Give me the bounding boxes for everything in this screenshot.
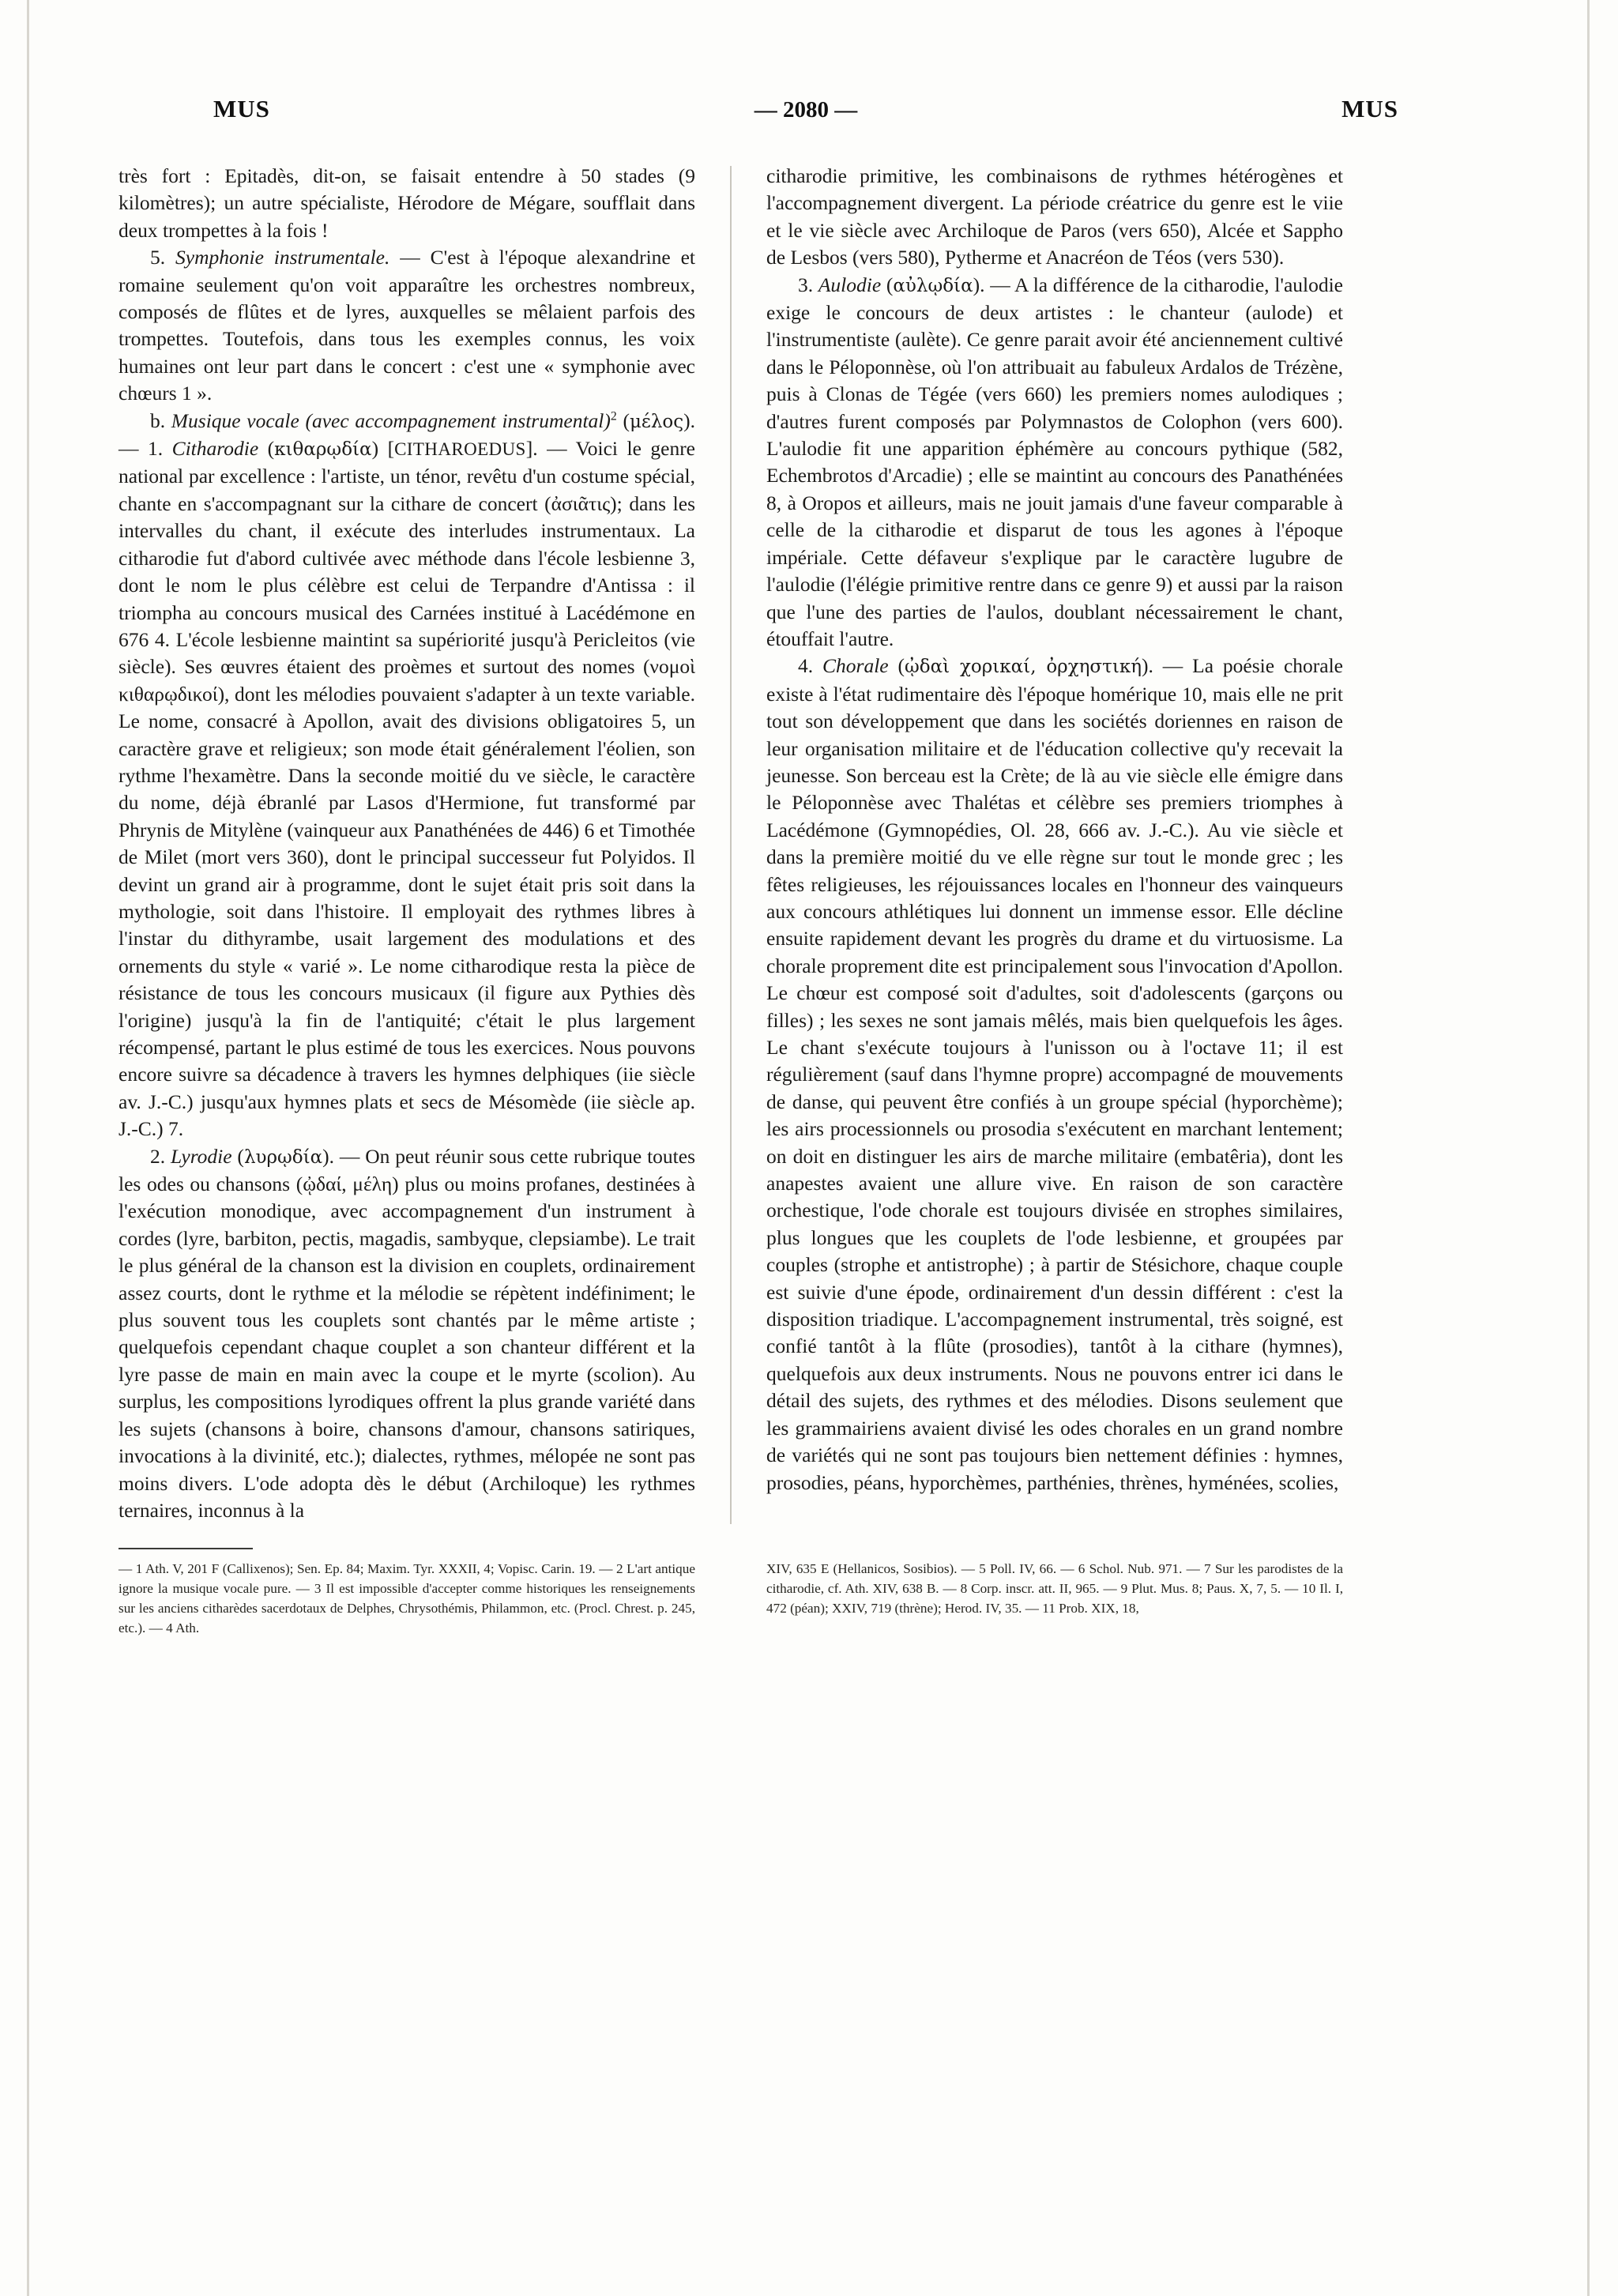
running-head <box>119 95 1499 141</box>
scan-edge-right <box>1587 0 1590 2296</box>
paragraph-symphonie-instrumentale <box>119 244 695 407</box>
paragraph-text: — A la différence de la citharodie, l'aulodie exige le concours de deux artistes : le chanteur (aulode) et l'instrumentiste (aulète). Ce genre parait avoir été anciennement cultivé dans le Péloponnèse, où l'on attribuait au fabuleux Ardalos de Trézène, puis à Clonas de Tégée (vers 660) les premiers nomes aulodiques ; d'autres furent composés par Polymnastos de Colophon (vers 600). L'aulodie fit une apparition éphémère au concours pythique (582, Echembrotos d'Arcadie) ; elle se maintint au concours des Panathénées 8, à Oropos et ailleurs, mais ne jouit jamais d'une faveur comparable à celle de la citharodie et disparut de tous les agones à l'époque impériale. Cette défaveur s'explique par le caractère lugubre de l'aulodie (l'élégie primitive rentre dans ce genre 9) et aussi par la raison que l'une des parties de l'aulos, doublant nécessairement le chant, étouffait l'autre. <box>766 273 1343 650</box>
footnote-separator-rule <box>119 1548 253 1549</box>
cross-reference-citharoedus[interactable]: CITHAROEDUS <box>394 439 526 460</box>
section-number: 2. <box>150 1144 166 1168</box>
paragraph-aulodie: 3. Aulodie (αὐλῳδία). — A la différence de la citharodie, l'aulodie exige le concours de deux artistes : le chanteur (aulode) et l'instrumentiste (aulète). Ce genre parait avoir été anciennement cultivé dans le Péloponnèse, où l'on attribuait au fabuleux Ardalos de Trézène, puis à Clonas de Tégée (vers 660) les premiers nomes aulodiques ; d'autres furent composés par Polymnastos de Colophon (vers 600). L'aulodie fit une apparition éphémère au concours pythique (582, Echembrotos d'Arcadie) ; elle se maintint au concours des Panathénées 8, à Oropos et ailleurs, mais ne jouit jamais d'une faveur comparable à celle de la citharodie et disparut de tous les agones à l'époque impériale. Cette défaveur s'explique par le caractère lugubre de l'aulodie (l'élégie primitive rentre dans ce genre 9) et aussi par la raison que l'une des parties de l'aulos, doublant nécessairement le chant, étouffait l'autre. <box>766 273 1343 650</box>
greek-term-lyrodia: λυρῳδία <box>243 1146 323 1168</box>
greek-term-citharodia: κιθαρῳδία <box>274 439 372 461</box>
paragraph-continued <box>119 163 695 244</box>
paragraph-text: — On peut réunir sous cette rubrique toutes les odes ou chansons (ᾠδαί, μέλη) plus ou moins profanes, destinées à l'exécution monodique, avec accompagnement d'un instrument à cordes (lyre, barbiton, pectis, magadis, sambyque, clepsiambe). Le trait le plus général de la chanson est la division en couplets, ordinairement assez courts, dont le rythme et la mélodie se répètent indéfiniment; le plus souvent tous les couplets sont chantés par le même artiste ; quelquefois cependant chaque couplet a son chanteur différent et la lyre passe de main en main avec la coupe et le myrte (scolion). Au surplus, les compositions lyrodiques offrent la plus grande variété dans les sujets (chansons à boire, chansons d'amour, chansons satiriques, invocations à la divinité, etc.); dialectes, rythmes, mélopée ne sont pas moins divers. L'ode adopta dès le début (Archiloque) les rythmes ternaires, inconnus à la <box>119 1144 695 1522</box>
footnote-text-right: XIV, 635 E (Hellanicos, Sosibios). — 5 Poll. IV, 66. — 6 Schol. Nub. 971. — 7 Sur les parodistes de la citharodie, cf. Ath. XIV, 638 B. — 8 Corp. inscr. att. II, 965. — 9 Plut. Mus. 8; Paus. X, 7, 5. — 10 Il. I, 472 (péan); XXIV, 719 (thrène); Herod. IV, 35. — 11 Prob. XIX, 18, <box>766 1561 1343 1617</box>
section-title-italic: Lyrodie <box>170 1144 232 1168</box>
footnotes-left-column <box>119 1548 730 1638</box>
page-content <box>119 95 1499 1638</box>
scan-edge-left <box>27 0 29 2296</box>
paragraph-text: très fort : Epitadès, dit-on, se faisait entendre à 50 stades (9 kilomètres); un autre spécialiste, Hérodore de Mégare, soufflait dans deux trompettes à la fois ! <box>119 164 695 242</box>
right-column <box>732 163 1343 1524</box>
greek-term-odai-chorikai: ᾠδαὶ χορικαί, ὀρχηστική <box>904 657 1142 678</box>
section-title-italic: Chorale <box>822 654 889 678</box>
paragraph-text: citharodie primitive, les combinaisons de rythmes hétérogènes et l'accompagnement divergent. La période créatrice du genre est le viie et le vie siècle avec Archiloque de Paros (vers 650), Alcée et Sappho de Lesbos (vers 580), Pytherme et Anacréon de Téos (vers 530). <box>766 164 1343 269</box>
section-title-italic: Symphonie instrumentale. <box>175 246 390 269</box>
paragraph-musique-vocale: b. Musique vocale (avec accompagnement instrumental)$^2$ (μέλος). — 1. Citharodie (κιθαρῳδία) [CITHAROEDUS]. — Voici le genre national par excellence : l'artiste, un ténor, revêtu d'un costume spécial, chante en s'accompagnant sur la cithare de concert (ἀσιᾶτις); dans les intervalles du chant, il exécute des interludes instrumentaux. La citharodie fut d'abord cultivée avec méthode dans l'école lesbienne 3, dont le nom le plus célèbre est celui de Terpandre d'Antissa : il triompha au concours musical des Carnées institué à Lacédémone en 676 4. L'école lesbienne maintint sa supériorité jusqu'à Pericleitos (vie siècle). Ses œuvres étaient des proèmes et surtout des nomes (νομοὶ κιθαρῳδικοί), dont les mélodies pouvaient s'adapter à un texte variable. Le nome, consacré à Apollon, avait des divisions obligatoires 5, un caractère grave et religieux; son mode était généralement l'éolien, son rythme l'hexamètre. Dans la seconde moitié du ve siècle, le caractère du nome, déjà ébranlé par Lasos d'Hermione, fut transformé par Phrynis de Mitylène (vainqueur aux Panathénées de 446) 6 et Timothée de Milet (mort vers 360), dont le principal successeur fut Polyidos. Il devint un grand air à programme, dont le sujet était pris soit dans la mythologie, soit dans l'histoire. Il employait des rythmes libres à l'instar du dithyrambe, usait largement des modulations et des ornements du style « varié ». Le nome citharodique resta la pièce de résistance de tous les concours musicaux (il figure aux Pythies dès l'origine) jusqu'à la fin de l'antiquité; c'était le plus largement récompensé, partant le plus estimé de tous les exercices. Nous pouvons encore suivre sa décadence à travers les hymnes delphiques (iie siècle av. J.-C.) jusqu'aux hymnes plats et secs de Mésomède (iie siècle ap. J.-C.) 7. <box>119 408 696 1141</box>
two-column-body <box>119 163 1499 1524</box>
paragraph-text: — La poésie chorale existe à l'état rudimentaire dès l'époque homérique 10, mais elle ne prit tout son développement que dans les sociétés doriennes en raison de leur organisation militaire et de l'éducation collective qu'y recevait la jeunesse. Son berceau est la Crète; de là au vie siècle elle émigre dans le Péloponnèse avec Thalétas et célèbre ses premiers triomphes à Lacédémone (Gymnopédies, Ol. 28, 666 av. J.-C.). Au vie siècle et dans la première moitié du ve elle règne sur tout le monde grec ; les fêtes religieuses, les réjouissances locales en l'honneur des vainqueurs aux concours athlétiques lui donnent un immense essor. Elle décline ensuite rapidement devant les progrès du drame et du virtuosisme. La chorale proprement dite est principalement sous l'invocation d'Apollon. Le chœur est composé soit d'adultes, soit d'adolescents (garçons ou filles) ; les sexes ne sont jamais mêlés, mais bien quelquefois les âges. Le chant s'exécute toujours à l'unisson ou à l'octave 11; il est régulièrement (sauf dans l'hymne propre) accompagné de mouvements de danse, qui peuvent être confiés à un groupe spécial (hyporchème); les airs processionnels ou prosodia s'exécutent en marchant lentement; on doit en distinguer les airs de marche militaire (embatêria), dont les anapestes avaient une allure vive. En raison de son caractère orchestique, l'ode chorale est toujours divisée en strophes similaires, plus longues que les couplets de l'ode lesbienne, et groupées par couples (strophe et antistrophe) ; à partir de Stésichore, chaque couple est suivie d'une épode, ordinairement d'un dessin différent : c'est la disposition triadique. L'accompagnement instrumental, très soigné, est confié tantôt à la flûte (prosodies), tantôt à la cithare (hymnes), quelquefois aux deux instruments. Nous ne pouvons entrer ici dans le détail des sujets, des rythmes et des mélodies. Disons seulement que les grammairiens avaient divisé les odes chorales en un grand nombre de variétés qui ne sont pas toujours bien nettement définies : hymnes, prosodies, péans, hyporchèmes, parthénies, thrènes, hyménées, scolies, <box>766 654 1343 1494</box>
greek-term-aulodia: αὐλῳδία <box>893 275 973 296</box>
paragraph-text: — Voici le genre national par excellence : l'artiste, un ténor, revêtu d'un costume spécial, chante en s'accompagnant sur la cithare de concert (ἀσιᾶτις); dans les intervalles du chant, il exécute des interludes instrumentaux. La citharodie fut d'abord cultivée avec méthode dans l'école lesbienne 3, dont le nom le plus célèbre est celui de Terpandre d'Antissa : il triompha au concours musical des Carnées institué à Lacédémone en 676 4. L'école lesbienne maintint sa supériorité jusqu'à Pericleitos (vie siècle). Ses œuvres étaient des proèmes et surtout des nomes (νομοὶ κιθαρῳδικοί), dont les mélodies pouvaient s'adapter à un texte variable. Le nome, consacré à Apollon, avait des divisions obligatoires 5, un caractère grave et religieux; son mode était généralement l'éolien, son rythme l'hexamètre. Dans la seconde moitié du ve siècle, le caractère du nome, déjà ébranlé par Lasos d'Hermione, fut transformé par Phrynis de Mitylène (vainqueur aux Panathénées de 446) 6 et Timothée de Milet (mort vers 360), dont le principal successeur fut Polyidos. Il devint un grand air à programme, dont le sujet était pris soit dans la mythologie, soit dans l'histoire. Il employait des rythmes libres à l'instar du dithyrambe, usait largement des modulations et des ornements du style « varié ». Le nome citharodique resta la pièce de résistance de tous les concours musicaux (il figure aux Pythies dès l'origine) jusqu'à la fin de l'antiquité; c'était le plus largement récompensé, partant le plus estimé de tous les exercices. Nous pouvons encore suivre sa décadence à travers les hymnes delphiques (iie siècle av. J.-C.) jusqu'aux hymnes plats et secs de Mésomède (iie siècle ap. J.-C.) 7. <box>119 437 695 1141</box>
section-title-italic: Citharodie <box>171 437 259 461</box>
paragraph-lyrodie: 2. Lyrodie (λυρῳδία). — On peut réunir sous cette rubrique toutes les odes ou chansons (ᾠδαί, μέλη) plus ou moins profanes, destinées à l'exécution monodique, avec accompagnement d'un instrument à cordes (lyre, barbiton, pectis, magadis, sambyque, clepsiambe). Le trait le plus général de la chanson est la division en couplets, ordinairement assez courts, dont le rythme et la mélodie se répètent indéfiniment; le plus souvent tous les couplets sont chantés par le même artiste ; quelquefois cependant chaque couplet a son chanteur différent et la lyre passe de main en main avec la coupe et le myrte (scolion). Au surplus, les compositions lyrodiques offrent la plus grande variété dans les sujets (chansons à boire, chansons d'amour, chansons satiriques, invocations à la divinité, etc.); dialectes, rythmes, mélopée ne sont pas moins divers. L'ode adopta dès le début (Archiloque) les rythmes ternaires, inconnus à la <box>119 1144 695 1522</box>
greek-term-melos: μέλος <box>629 411 684 432</box>
running-head-left: MUS <box>213 95 270 122</box>
left-column <box>119 163 730 1524</box>
footnote-text-left: — 1 Ath. V, 201 F (Callixenos); Sen. Ep. 84; Maxim. Tyr. XXXII, 4; Vopisc. Carin. 19. — 2 L'art antique ignore la musique vocale pure. — 3 Il est impossible d'accepter comme historiques les renseignements sur les anciens citharèdes sacerdotaux de Delphes, Chrysothémis, Philammon, etc. (Procl. Chrest. p. 245, etc.). — 4 Ath. <box>119 1561 695 1636</box>
paragraph-text: — C'est à l'époque alexandrine et romaine seulement qu'on voit apparaître les orchestres nombreux, composés de flûtes et de lyres, auxquelles se mêlaient parfois des trompettes. Toutefois, dans tous les exemples connus, les voix humaines ont leur part dans le concert : c'est une « symphonie avec chœurs 1 ». <box>119 246 696 405</box>
paragraph-continued <box>766 163 1343 272</box>
subsection-letter: b. <box>150 408 166 432</box>
section-number: 5. <box>150 246 166 269</box>
footnote-marker: 2 <box>610 409 617 423</box>
footnotes-area <box>119 1548 1499 1638</box>
section-title-italic: Aulodie <box>818 273 882 296</box>
section-number: 1. <box>147 437 164 461</box>
section-number: 4. <box>798 654 814 678</box>
paragraph-chorale: 4. Chorale (ᾠδαὶ χορικαί, ὀρχηστική). — La poésie chorale existe à l'état rudimentaire dès l'époque homérique 10, mais elle ne prit tout son développement que dans les sociétés doriennes en raison de leur organisation militaire et de l'éducation collective qu'y recevait la jeunesse. Son berceau est la Crète; de là au vie siècle elle émigre dans le Péloponnèse avec Thalétas et célèbre ses premiers triomphes à Lacédémone (Gymnopédies, Ol. 28, 666 av. J.-C.). Au vie siècle et dans la première moitié du ve elle règne sur tout le monde grec ; les fêtes religieuses, les réjouissances locales en l'honneur des vainqueurs aux concours athlétiques lui donnent un immense essor. Elle décline ensuite rapidement devant les progrès du drame et du virtuosisme. La chorale proprement dite est principalement sous l'invocation d'Apollon. Le chœur est composé soit d'adultes, soit d'adolescents (garçons ou filles) ; les sexes ne sont jamais mêlés, mais bien quelquefois les âges. Le chant s'exécute toujours à l'unisson ou à l'octave 11; il est régulièrement (sauf dans l'hymne propre) accompagné de mouvements de danse, qui peuvent être confiés à un groupe spécial (hyporchème); les airs processionnels ou prosodia s'exécutent en marchant lentement; on doit en distinguer les airs de marche militaire (embatêria), dont les anapestes avaient une allure vive. En raison de son caractère orchestique, l'ode chorale est toujours divisée en strophes similaires, plus longues que les couplets de l'ode lesbienne, et groupées par couples (strophe et antistrophe) ; à partir de Stésichore, chaque couple est suivie d'une épode, ordinairement d'un dessin différent : c'est la disposition triadique. L'accompagnement instrumental, très soigné, est confié tantôt à la flûte (prosodies), tantôt à la cithare (hymnes), quelquefois aux deux instruments. Nous ne pouvons entrer ici dans le détail des sujets, des rythmes et des mélodies. Disons seulement que les grammairiens avaient divisé les odes chorales en un grand nombre de variétés qui ne sont pas toujours bien nettement définies : hymnes, prosodies, péans, hyporchèmes, parthénies, thrènes, hyménées, scolies, <box>766 654 1343 1494</box>
subsection-title-italic: Musique vocale (avec accompagnement instrumental) <box>171 408 611 432</box>
running-head-right: MUS <box>1341 95 1398 122</box>
page-number: — 2080 — <box>754 97 858 122</box>
footnotes-right-column <box>732 1548 1343 1638</box>
section-number: 3. <box>798 273 814 296</box>
